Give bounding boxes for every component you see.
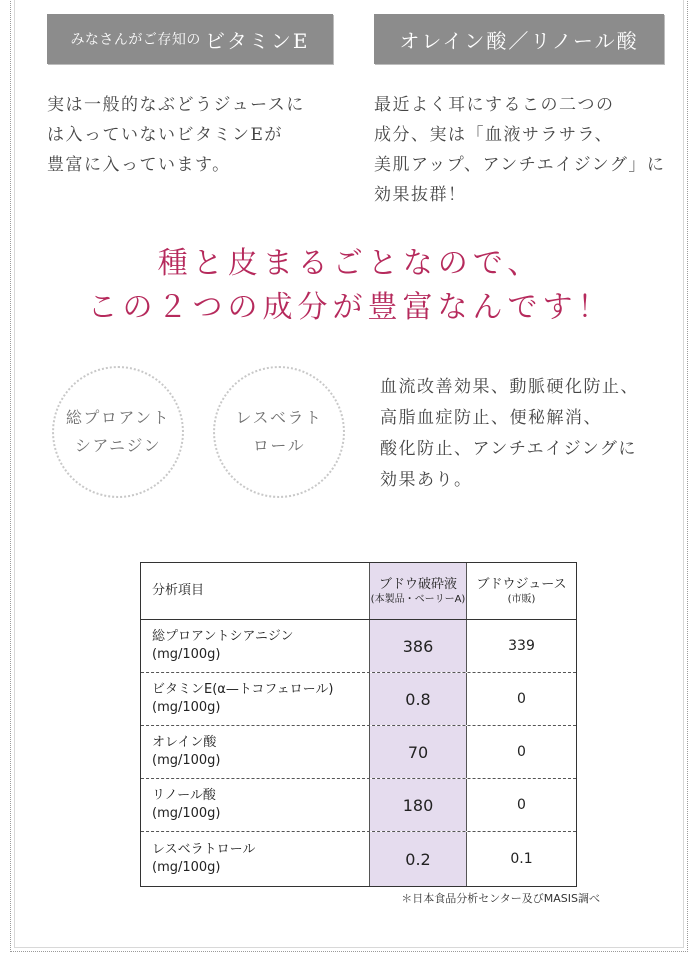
row-product-value: 0.2	[405, 849, 431, 869]
row-product-value: 70	[407, 742, 429, 762]
row-unit: (mg/100g)	[152, 860, 221, 875]
oleic-linoleic-tag-title: オレイン酸／リノール酸	[399, 28, 639, 53]
oleic-linoleic-description	[374, 90, 674, 210]
vitamin-e-line: 実は一般的なぶどうジュースに	[47, 95, 305, 115]
header-product	[369, 563, 467, 619]
header-juice-label: ブドウジュース	[476, 576, 567, 592]
row-product-value: 386	[402, 636, 434, 656]
row-name: オレイン酸	[152, 735, 217, 750]
circle-label: レスベラト	[235, 408, 323, 427]
header-item	[141, 563, 369, 619]
oleic-linoleic-line: 効果抜群！	[374, 185, 467, 205]
row-juice-value: 0	[517, 797, 526, 813]
table-row	[141, 673, 576, 726]
row-unit: (mg/100g)	[152, 700, 221, 715]
oleic-linoleic-line: 美肌アップ、アンチエイジング」に	[374, 155, 666, 175]
resveratrol-circle	[213, 366, 345, 498]
header-juice-sub: (市販)	[507, 593, 536, 605]
row-juice-value: 0.1	[510, 851, 533, 867]
row-name: 総プロアントシアニジン	[152, 629, 294, 644]
row-unit: (mg/100g)	[152, 753, 221, 768]
table-row	[141, 779, 576, 832]
oleic-linoleic-tag	[374, 14, 664, 64]
row-unit: (mg/100g)	[152, 647, 221, 662]
table-row	[141, 832, 576, 886]
proanthocyanidin-circle	[52, 366, 184, 498]
circle-label: ロール	[252, 436, 306, 455]
table-row	[141, 726, 576, 779]
row-name: ビタミンE(α—トコフェロール)	[152, 682, 334, 697]
vitamin-e-tag-prefix: みなさんがご存知の	[70, 32, 201, 48]
circle-label: シアニジン	[74, 436, 162, 455]
headline-line-2: この２つの成分が豊富なんです！	[87, 290, 613, 325]
effects-line: 効果あり。	[380, 470, 473, 490]
vitamin-e-tag	[47, 14, 333, 64]
effects-line: 酸化防止、アンチエイジングに	[380, 439, 637, 459]
row-juice-value: 339	[508, 638, 535, 654]
header-product-sub: (本製品・ベーリーA)	[370, 593, 466, 605]
footnote: ＊日本食品分析センター及びMASIS調べ	[401, 892, 600, 905]
effects-line: 高脂血症防止、便秘解消、	[380, 408, 602, 428]
oleic-linoleic-line: 成分、実は「血液サラサラ、	[374, 125, 614, 145]
circle-label: 総プロアント	[65, 408, 171, 427]
table-header-row	[141, 563, 576, 620]
effects-description	[380, 372, 680, 496]
row-name: レスベラトロール	[152, 842, 256, 857]
row-product-value: 180	[402, 795, 434, 815]
oleic-linoleic-line: 最近よく耳にするこの二つの	[374, 95, 615, 115]
header-item-label: 分析項目	[152, 583, 205, 598]
vitamin-e-line: は入っていないビタミンEが	[47, 125, 283, 145]
row-product-value: 0.8	[405, 689, 431, 709]
header-product-label: ブドウ破砕液	[378, 576, 457, 592]
row-juice-value: 0	[517, 744, 526, 760]
row-juice-value: 0	[517, 691, 526, 707]
effects-line: 血流改善効果、動脈硬化防止、	[380, 377, 639, 397]
headline-line-1: 種と皮まるごとなので、	[157, 246, 543, 281]
row-unit: (mg/100g)	[152, 806, 221, 821]
header-juice	[467, 563, 576, 619]
vitamin-e-description	[47, 90, 337, 180]
vitamin-e-tag-title: ビタミンE	[204, 28, 310, 53]
analysis-table	[140, 562, 577, 887]
table-row	[141, 620, 576, 673]
vitamin-e-line: 豊富に入っています。	[47, 155, 231, 175]
row-name: リノール酸	[152, 788, 216, 803]
